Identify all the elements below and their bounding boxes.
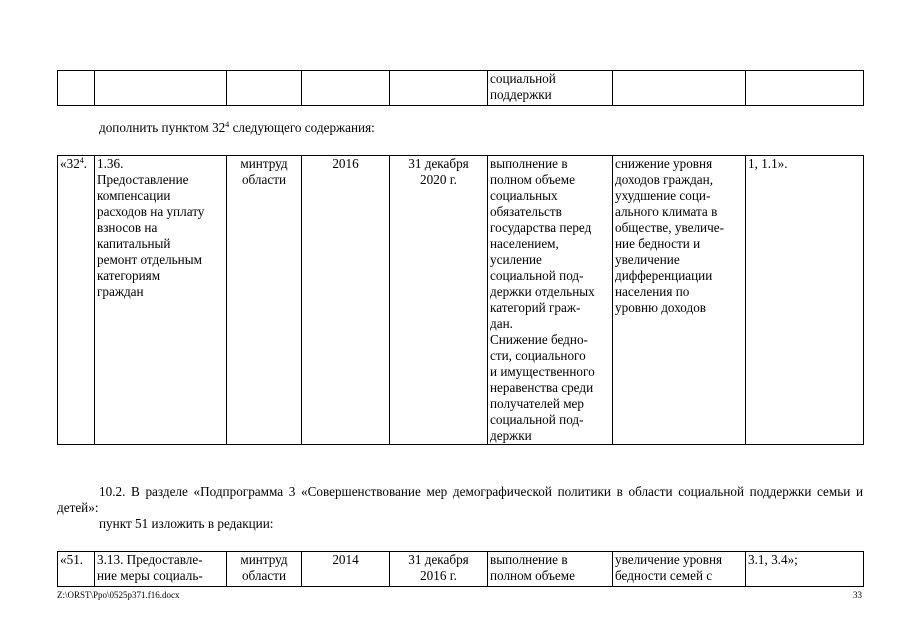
item-executor: минтруд области <box>227 156 302 445</box>
item-expected-result: выполнение в полном объеме социальных обязательств государства перед населением, усиление социальной под- держки отдельных категорий граж- дан. Снижение бедно- сти, социального и имущественного неравенства среди получателей мер социальной под- держки <box>488 156 613 445</box>
item-consequences: увеличение уровня бедности семей с <box>613 552 746 587</box>
item-start-year: 2016 <box>302 156 390 445</box>
footer-file-path: Z:\ORST\Ppo\0525p371.f16.docx <box>57 590 180 600</box>
item-expected-result: выполнение в полном объеме <box>488 552 613 587</box>
table-cell <box>613 71 746 106</box>
table-row <box>58 552 864 587</box>
item-indicator-link: 3.1, 3.4»; <box>746 552 864 587</box>
item-name: 3.13. Предоставле- ние меры социаль- <box>95 552 227 587</box>
paragraph-section-10-2: 10.2. В разделе «Подпрограмма 3 «Совершенствование мер демографической политики в области социальной поддержки семьи и детей»: <box>57 484 863 515</box>
table-cell <box>390 71 488 106</box>
table-cell <box>58 71 95 106</box>
table-cell <box>227 71 302 106</box>
item-number: «51. <box>58 552 95 587</box>
table-cell <box>302 71 390 106</box>
table-item-32-4 <box>57 155 864 445</box>
table-cell-result: социальной поддержки <box>488 71 613 106</box>
paragraph-item-51: пункт 51 изложить в редакции: <box>99 516 274 531</box>
item-number: «$32^4$. <box>58 156 95 445</box>
item-indicator-link: 1, 1.1». <box>746 156 864 445</box>
table-row <box>58 156 864 445</box>
item-end-date: 31 декабря 2016 г. <box>390 552 488 587</box>
table-cell <box>746 71 864 106</box>
item-name: 1.36. Предоставление компенсации расходов на уплату взносов на капитальный ремонт отдельным категориям граждан <box>95 156 227 445</box>
item-executor: минтруд области <box>227 552 302 587</box>
item-end-date: 31 декабря 2020 г. <box>390 156 488 445</box>
item-consequences: снижение уровня доходов граждан, ухудшение соци- ального климата в обществе, увеличе- ние бедности и увеличение дифференциации населения по уровню доходов <box>613 156 746 445</box>
paragraph-add-item: дополнить пунктом $32^4$ следующего содержания: <box>99 120 375 135</box>
table-cell <box>95 71 227 106</box>
table-row <box>58 71 864 106</box>
table-item-51 <box>57 551 864 587</box>
table-top-fragment <box>57 70 864 106</box>
page-number: 33 <box>853 590 862 600</box>
item-start-year: 2014 <box>302 552 390 587</box>
